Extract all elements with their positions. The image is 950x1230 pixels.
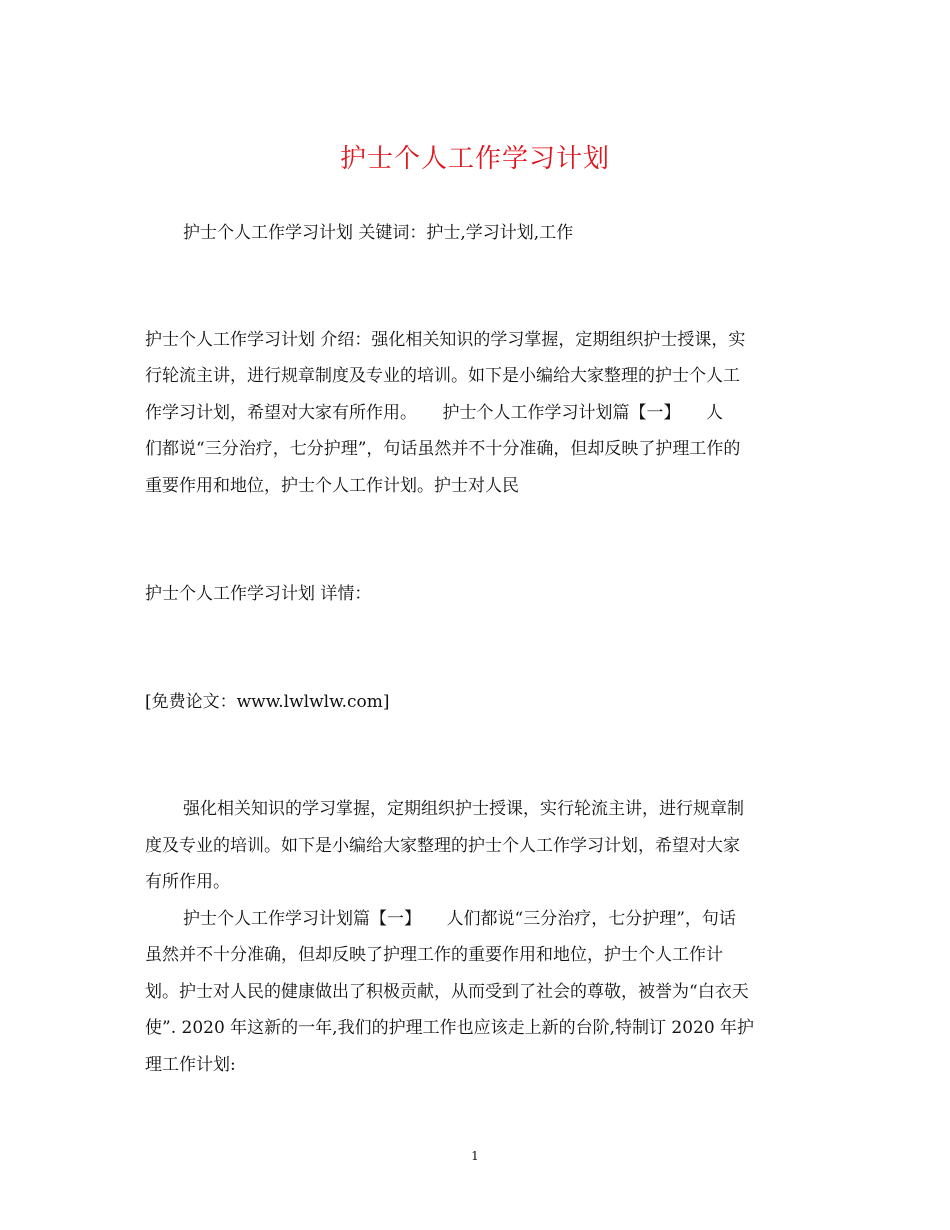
details-label: 护士个人工作学习计划 详情： (145, 584, 372, 604)
body-line: 护士个人工作学习计划篇【一】 人们都说“三分治疗，七分护理”，句话 (183, 909, 736, 929)
intro-line: 们都说“三分治疗，七分护理”，句话虽然并不十分准确，但却反映了护理工作的 (145, 439, 741, 459)
body-line: 有所作用。 (145, 872, 230, 892)
body-line: 理工作计划: (145, 1055, 236, 1075)
intro-line: 重要作用和地位，护士个人工作计划。护士对人民 (145, 476, 519, 496)
intro-line: 作学习计划，希望对大家有所作用。 护士个人工作学习计划篇【一】 人 (145, 403, 723, 423)
body-line: 强化相关知识的学习掌握，定期组织护士授课，实行轮流主讲，进行规章制 (183, 799, 744, 819)
body-line: 使”. 2020 年这新的一年,我们的护理工作也应该走上新的台阶,特制订 2020 年护 (145, 1018, 755, 1038)
body-line: 虽然并不十分准确，但却反映了护理工作的重要作用和地位，护士个人工作计 (145, 945, 723, 965)
keywords-line: 护士个人工作学习计划 关键词：护士,学习计划,工作 (183, 223, 574, 243)
intro-line: 护士个人工作学习计划 介绍：强化相关知识的学习掌握，定期组织护士授课，实 (145, 330, 746, 350)
source-link[interactable]: [免费论文：www.lwlwlw.com] (145, 692, 390, 712)
intro-line: 行轮流主讲，进行规章制度及专业的培训。如下是小编给大家整理的护士个人工 (145, 366, 740, 386)
body-line: 度及专业的培训。如下是小编给大家整理的护士个人工作学习计划，希望对大家 (145, 836, 740, 856)
page-number: 1 (471, 1149, 479, 1163)
body-line: 划。护士对人民的健康做出了积极贡献，从而受到了社会的尊敬，被誉为“白衣天 (145, 982, 749, 1002)
document-title: 护士个人工作学习计划 (339, 144, 610, 174)
